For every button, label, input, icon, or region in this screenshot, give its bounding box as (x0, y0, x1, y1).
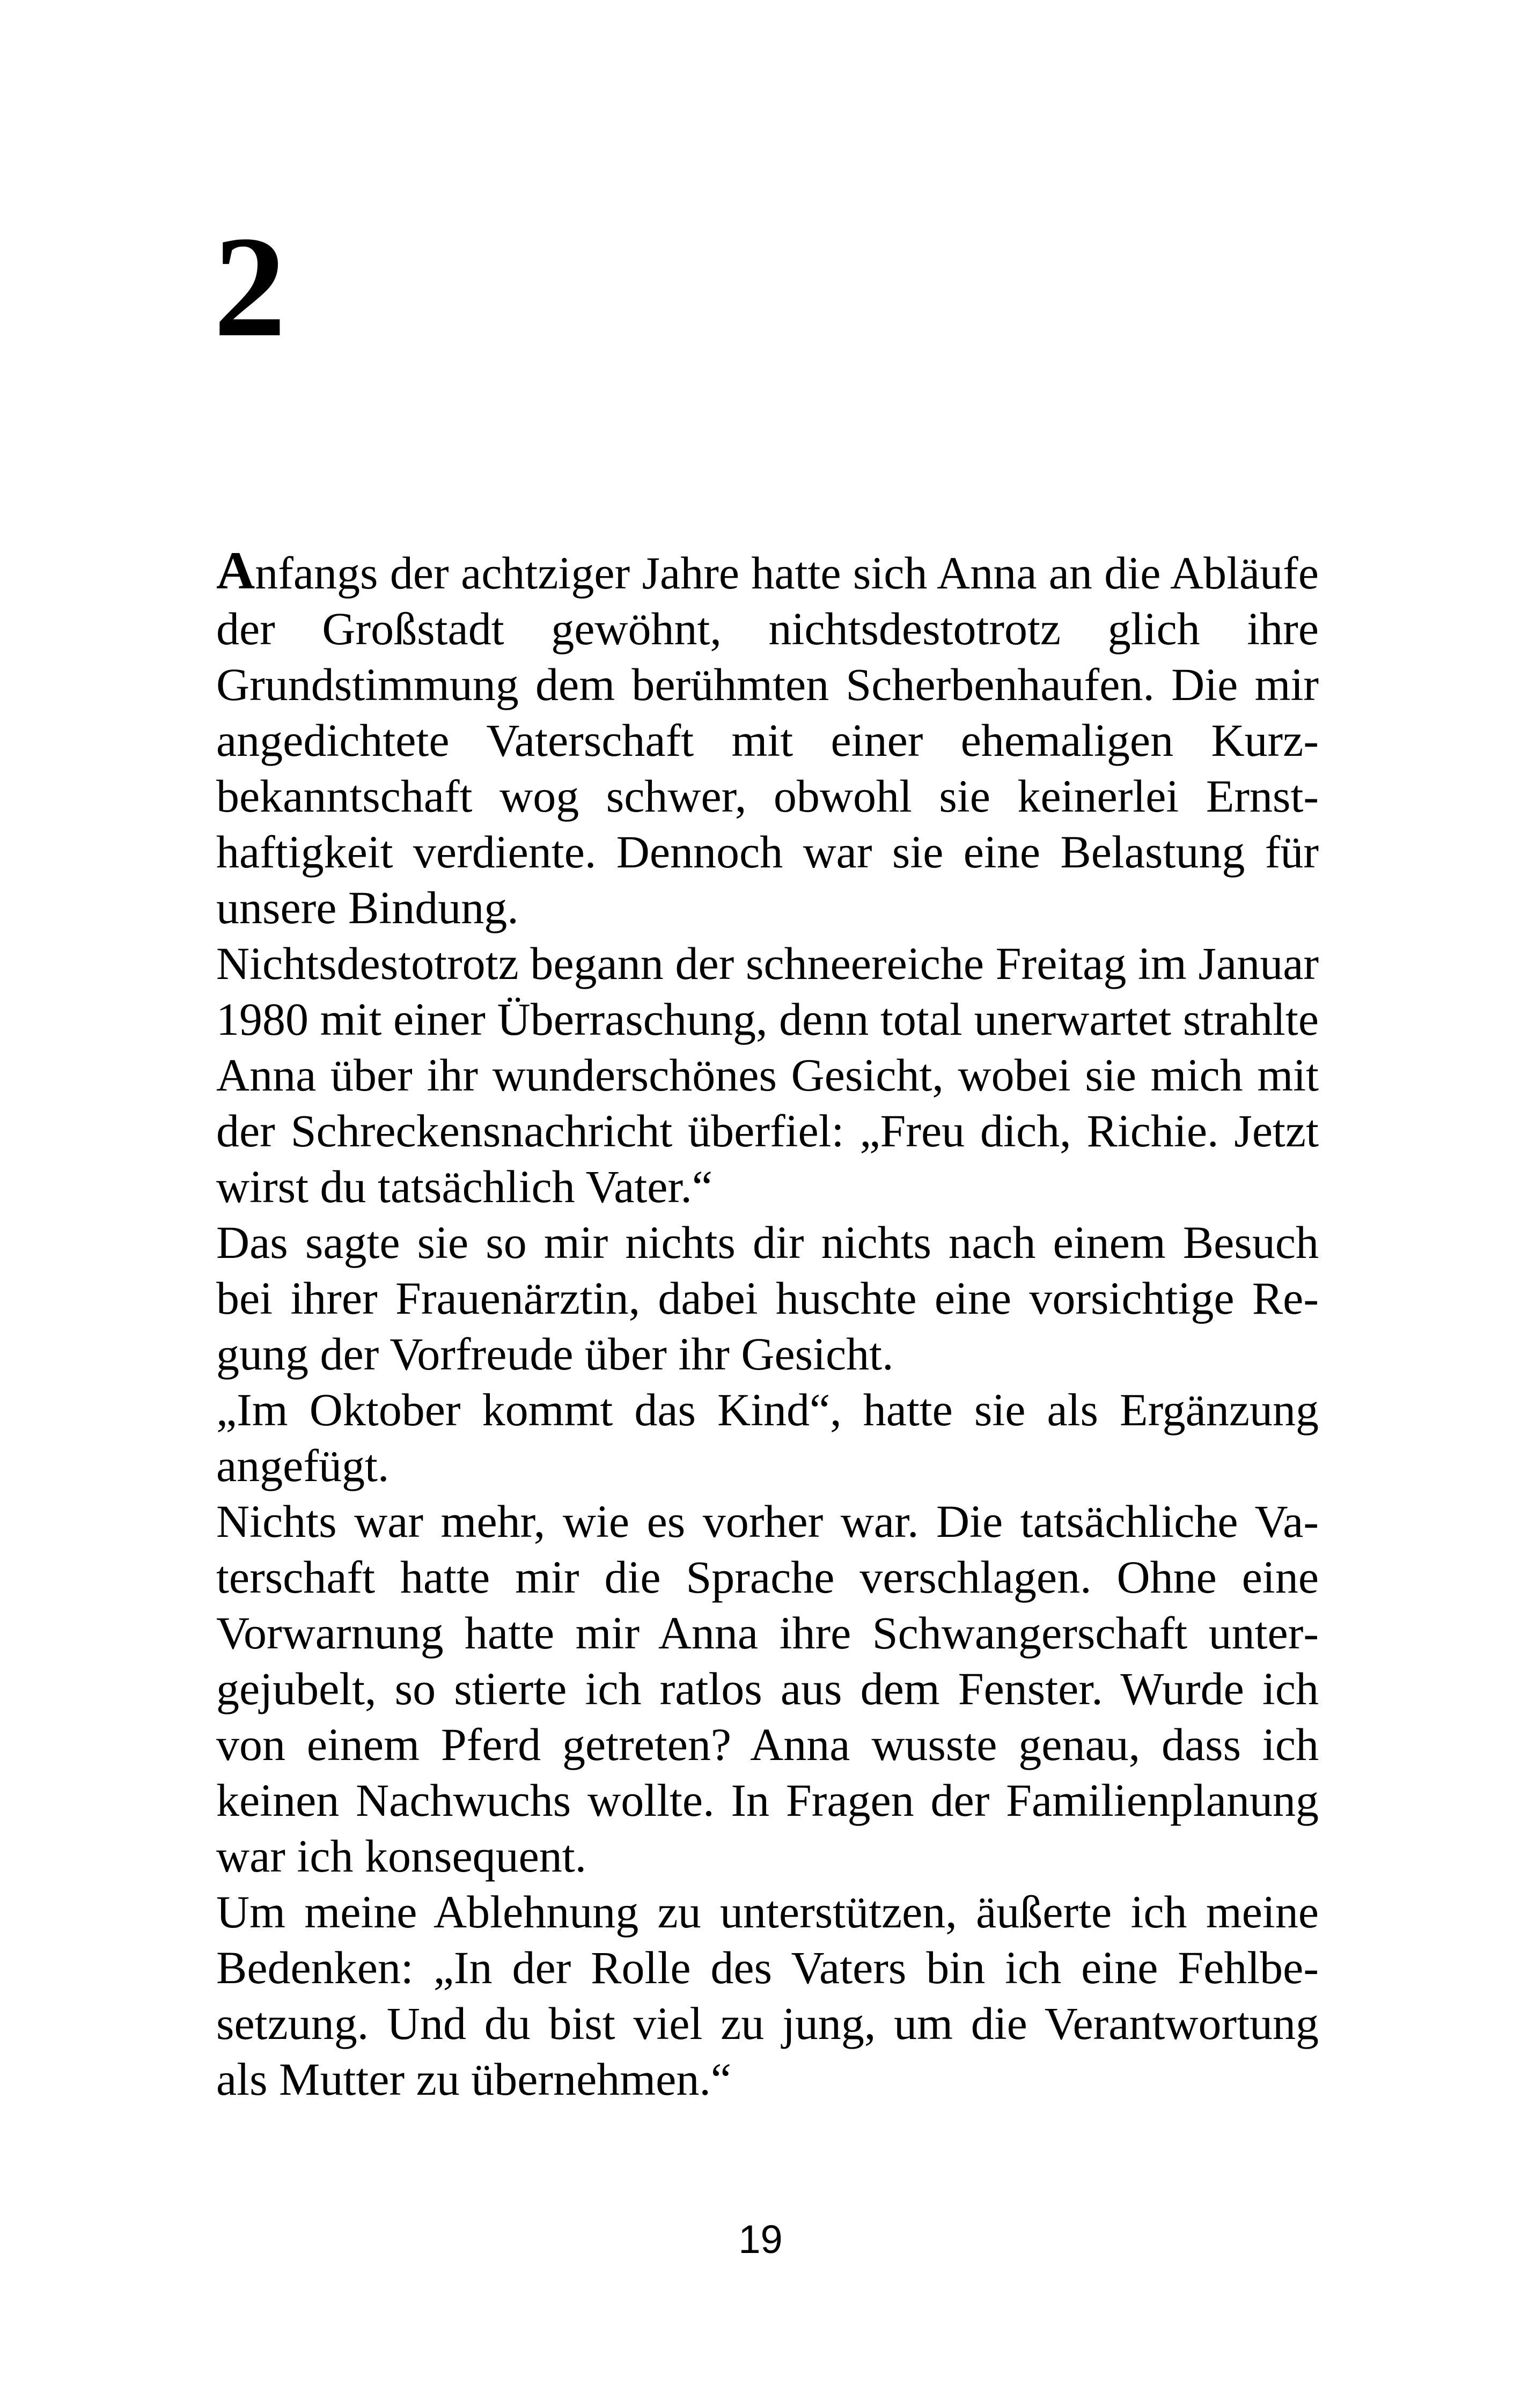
paragraph (216, 936, 1319, 1214)
paragraph (216, 1382, 1319, 1493)
paragraph-text: „Im Oktober kommt das Kind“, hatte sie als Ergänzung angefügt. (216, 1384, 1319, 1491)
paragraph (216, 1493, 1319, 1884)
chapter-number: 2 (214, 207, 286, 367)
chapter-text (216, 543, 1319, 2107)
paragraph-text: Nichts war mehr, wie es vorher war. Die tatsächliche Vaterschaft hatte mir die Sprache verschlagen. Ohne eine Vorwarnung hatte mir Anna ihre Schwangerschaft untergejubelt, so stierte ich ratlos aus dem Fenster. Wurde ich von einem Pferd getreten? Anna wusste genau, dass ich keinen Nachwuchs wollte. In Fragen der Familienplanung war ich konsequent. (216, 1496, 1319, 1882)
drop-initial: A (216, 541, 255, 600)
paragraph-text: Nichtsdestotrotz begann der schneereiche Freitag im Januar 1980 mit einer Überraschung, denn total unerwartet strahlte Anna über ihr wunderschönes Gesicht, wobei sie mich mit der Schreckensnachricht überfiel: „Freu dich, Richie. Jetzt wirst du tatsächlich Vater.“ (216, 938, 1319, 1212)
paragraph (216, 1884, 1319, 2107)
paragraph (216, 1214, 1319, 1382)
paragraph-text: Das sagte sie so mir nichts dir nichts nach einem Besuch bei ihrer Frauenärztin, dabei huschte eine vorsichtige Regung der Vorfreude über ihr Gesicht. (216, 1217, 1319, 1380)
paragraph-text: nfangs der achtziger Jahre hatte sich Anna an die Abläufe der Großstadt gewöhnt, nichtsdestotrotz glich ihre Grundstimmung dem berühmten Scherbenhaufen. Die mir angedichtete Vaterschaft mit einer ehemaligen Kurzbekanntschaft wog schwer, obwohl sie keinerlei Ernsthaftigkeit verdiente. Dennoch war sie eine Belastung für unsere Bindung. (216, 547, 1319, 933)
page-number: 19 (738, 2217, 783, 2262)
paragraph (216, 543, 1319, 936)
paragraph-text: Um meine Ablehnung zu unterstützen, äußerte ich meine Bedenken: „In der Rolle des Vaters bin ich eine Fehlbesetzung. Und du bist viel zu jung, um die Verantwortung als Mutter zu übernehmen.“ (216, 1886, 1319, 2105)
